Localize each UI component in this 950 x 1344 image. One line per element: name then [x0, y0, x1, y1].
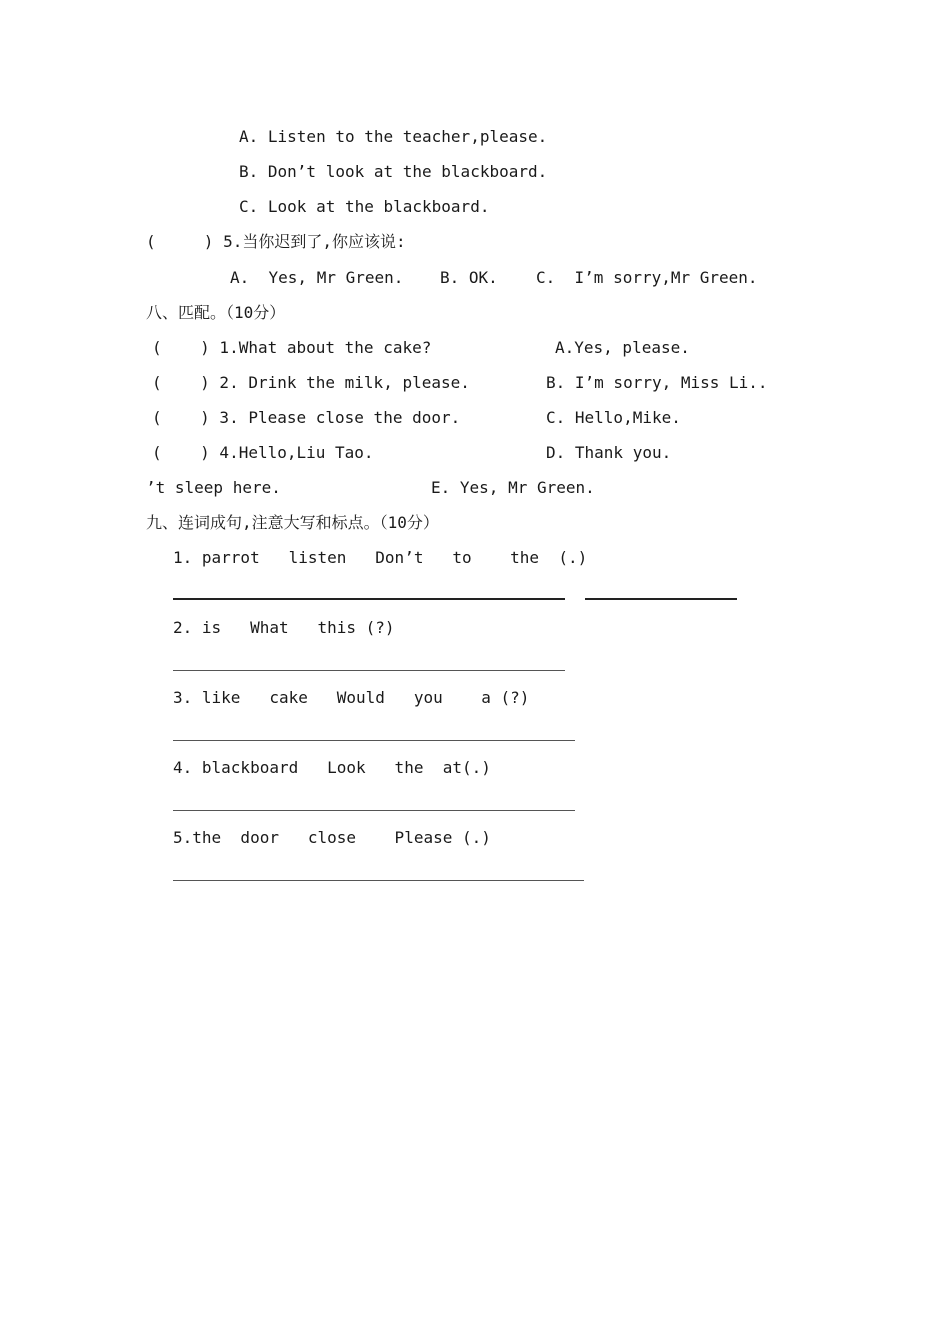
match-right-d: D. Thank you.: [546, 443, 672, 462]
sentence-3: 3. like cake Would you a (?): [173, 688, 530, 707]
option-b: B. Don’t look at the blackboard.: [239, 162, 548, 181]
question-5: ( ) 5.当你迟到了,你应该说:: [146, 232, 406, 251]
answer-line-1a[interactable]: [173, 598, 565, 600]
answer-line-2[interactable]: [173, 670, 565, 671]
q5-option-b: B. OK.: [440, 268, 498, 287]
option-a: A. Listen to the teacher,please.: [239, 127, 548, 146]
sentence-4: 4. blackboard Look the at(.): [173, 758, 491, 777]
sentence-5: 5.the door close Please (.): [173, 828, 491, 847]
answer-line-3[interactable]: [173, 740, 575, 741]
section-8-heading: 八、匹配。（10分）: [146, 303, 286, 322]
match-right-c: C. Hello,Mike.: [546, 408, 681, 427]
match-right-b: B. I’m sorry, Miss Li..: [546, 373, 768, 392]
section-9-heading: 九、连词成句,注意大写和标点。（10分）: [146, 513, 439, 532]
q5-option-c: C. I’m sorry,Mr Green.: [536, 268, 758, 287]
match-left-4: ( ) 4.Hello,Liu Tao.: [152, 443, 374, 462]
match-left-3: ( ) 3. Please close the door.: [152, 408, 461, 427]
answer-line-4[interactable]: [173, 810, 575, 811]
match-left-extra: ’t sleep here.: [146, 478, 281, 497]
sentence-2: 2. is What this (?): [173, 618, 395, 637]
match-right-e: E. Yes, Mr Green.: [431, 478, 595, 497]
answer-line-5[interactable]: [173, 880, 584, 881]
match-left-1: ( ) 1.What about the cake?: [152, 338, 432, 357]
answer-line-1b[interactable]: [585, 598, 737, 600]
match-left-2: ( ) 2. Drink the milk, please.: [152, 373, 470, 392]
sentence-1: 1. parrot listen Don’t to the (.): [173, 548, 588, 567]
match-right-a: A.Yes, please.: [555, 338, 690, 357]
option-c: C. Look at the blackboard.: [239, 197, 490, 216]
q5-option-a: A. Yes, Mr Green.: [230, 268, 404, 287]
